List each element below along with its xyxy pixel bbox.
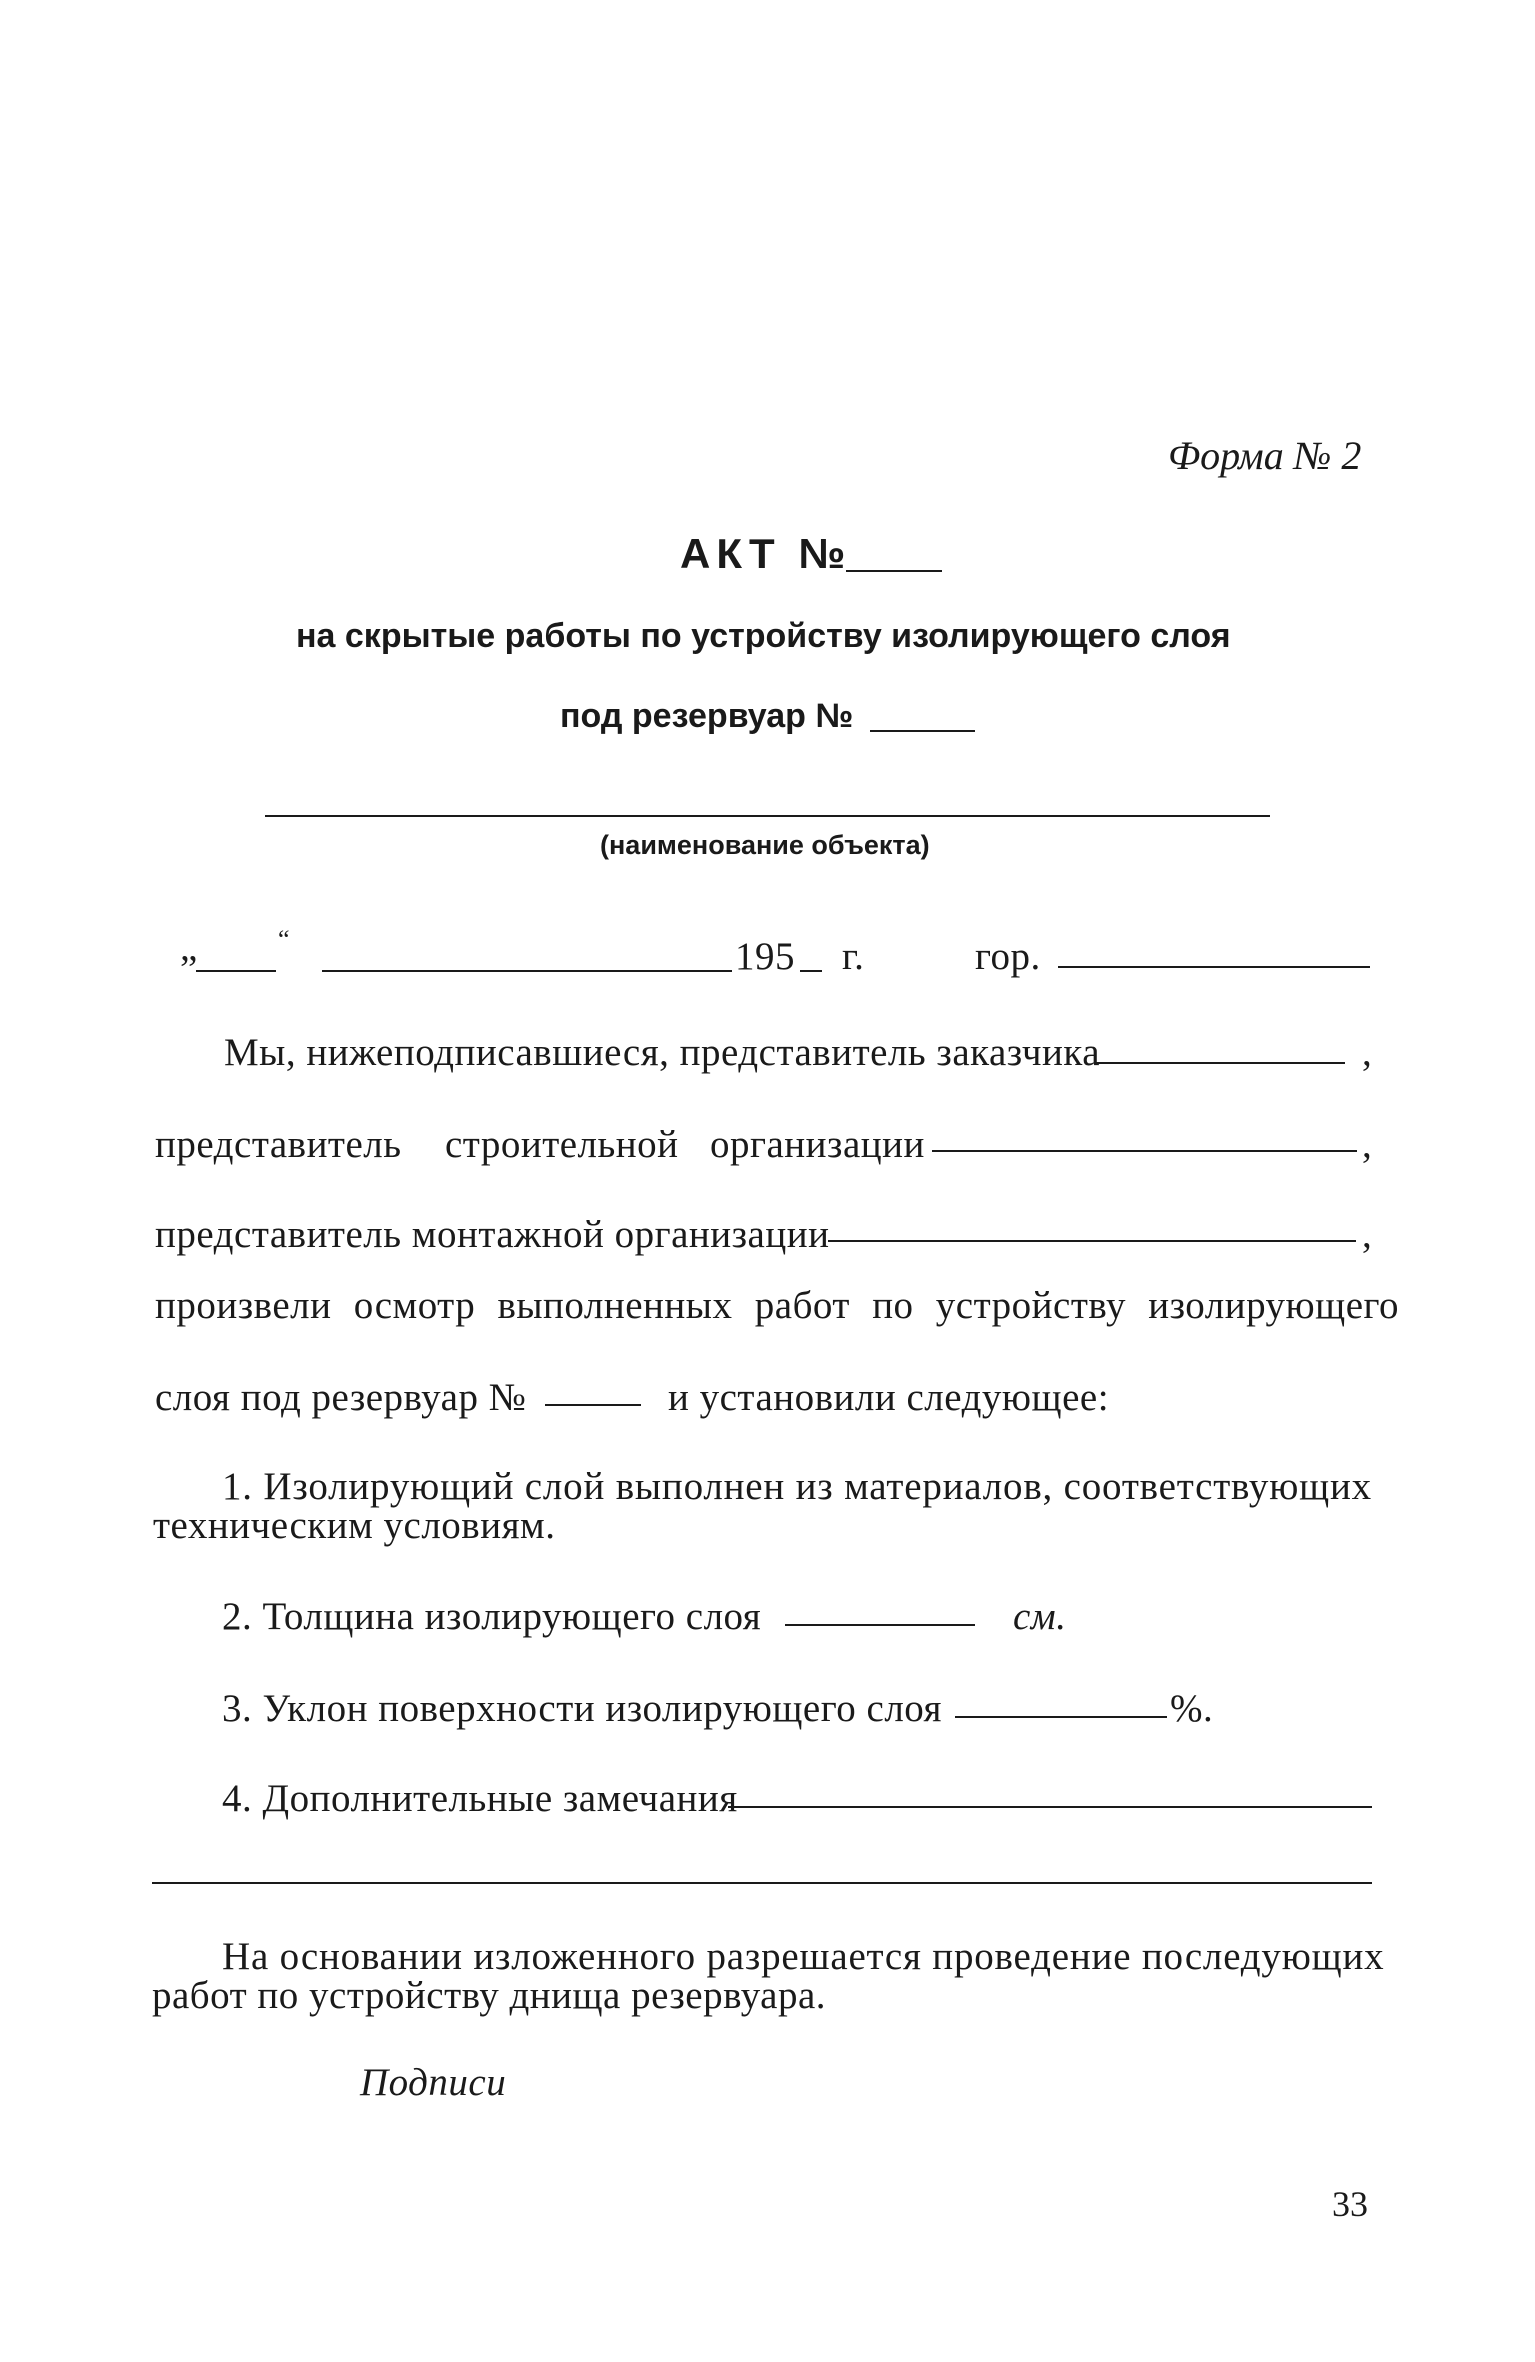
item-4-label: 4. Дополнительные замечания: [222, 1777, 738, 1820]
date-year: 195: [735, 935, 795, 978]
year-blank: [800, 970, 822, 972]
date-close-quote: “: [278, 925, 291, 954]
body-line-1-end: ,: [1362, 1031, 1373, 1074]
body-line-2a: представитель: [155, 1123, 402, 1166]
body-line-2-end: ,: [1362, 1123, 1373, 1166]
remarks-blank-2: [152, 1882, 1372, 1884]
slope-blank: [955, 1716, 1167, 1718]
day-blank: [196, 970, 276, 972]
body-line-3-end: ,: [1362, 1213, 1373, 1256]
body-line-2c: организации: [710, 1123, 925, 1166]
conclusion-line-2: работ по устройству днища резервуара.: [152, 1974, 827, 2017]
page-number: 33: [1332, 2184, 1368, 2224]
body-line-5a: слоя под резервуар №: [155, 1376, 527, 1419]
item-3-unit: %.: [1170, 1687, 1214, 1730]
month-blank: [322, 970, 732, 972]
thickness-blank: [785, 1624, 975, 1626]
remarks-blank-1: [728, 1806, 1372, 1808]
assembly-org-blank: [828, 1240, 1356, 1242]
tank-number-blank: [870, 730, 975, 732]
body-line-3: представитель монтажной организации: [155, 1213, 830, 1256]
body-line-4: произвели осмотр выполненных работ по устройству изолирующего: [155, 1284, 1400, 1327]
body-line-2b: строительной: [445, 1123, 679, 1166]
item-3-label: 3. Уклон поверхности изолирующего слоя: [222, 1687, 942, 1730]
title-line-1: на скрытые работы по устройству изолирующего слоя: [296, 617, 1231, 655]
title-line-2: под резервуар №: [560, 697, 854, 735]
item-1-line-1: 1. Изолирующий слой выполнен из материалов, соответствующих: [222, 1465, 1372, 1508]
object-name-line: [265, 815, 1270, 817]
signatures-label: Подписи: [360, 2061, 507, 2104]
item-2-unit: см.: [1013, 1595, 1067, 1638]
body-line-5b: и установили следующее:: [668, 1376, 1110, 1419]
customer-rep-blank: [1095, 1062, 1345, 1064]
date-open-quote: „: [180, 926, 198, 969]
act-number-blank: [846, 570, 942, 572]
object-caption: (наименование объекта): [600, 830, 930, 860]
item-1-line-2: техническим условиям.: [153, 1504, 556, 1547]
construction-org-blank: [932, 1150, 1357, 1152]
form-label: Форма № 2: [1168, 433, 1362, 478]
conclusion-line-1: На основании изложенного разрешается проведение последующих: [222, 1935, 1385, 1978]
date-year-suffix: г.: [842, 935, 865, 978]
item-2-label: 2. Толщина изолирующего слоя: [222, 1595, 762, 1638]
tank-number-blank-2: [545, 1404, 641, 1406]
act-title: АКТ №: [680, 530, 852, 577]
body-line-1: Мы, нижеподписавшиеся, представитель заказчика: [224, 1031, 1101, 1074]
city-blank: [1058, 966, 1370, 968]
city-label: гор.: [975, 935, 1041, 978]
